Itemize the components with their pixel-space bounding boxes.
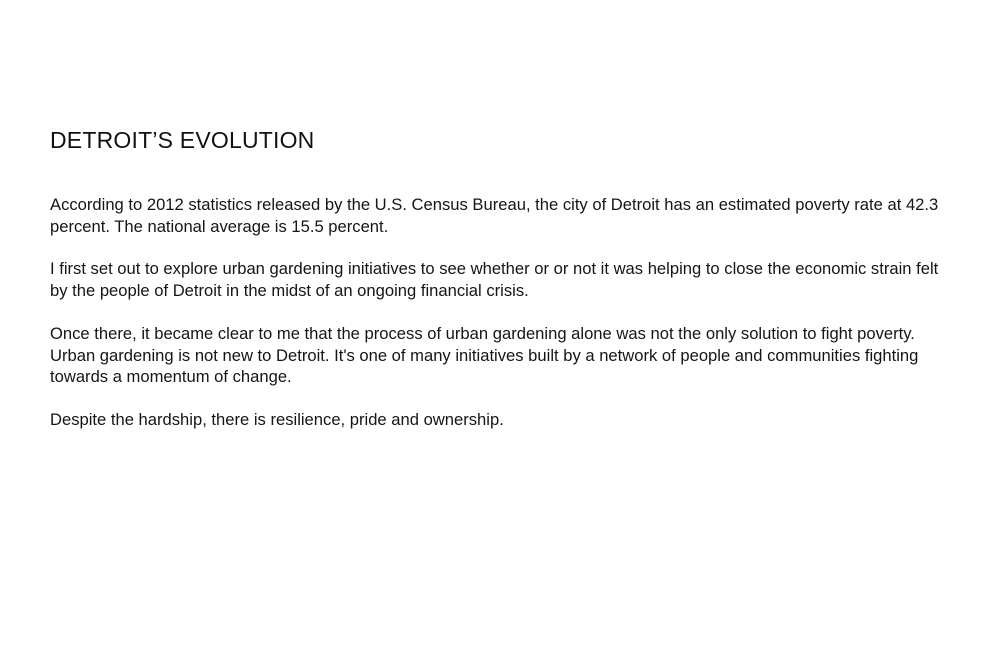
paragraph-resilience: Despite the hardship, there is resilience, pride and ownership. [50, 409, 504, 429]
page-title: DETROIT’S EVOLUTION [50, 127, 315, 153]
paragraph-network-of-change: Once there, it became clear to me that the process of urban gardening alone was not the only solution to fight poverty. Urban gardening is not new to Detroit. It's one of many initiatives built by a network of people and communities fighting towards a momentum of change. [50, 323, 919, 387]
paragraph-urban-gardening-intro: I first set out to explore urban gardening initiatives to see whether or or not it was helping to close the economic strain felt by the people of Detroit in the midst of an ongoing financial crisis. [50, 259, 939, 301]
article-body [50, 194, 940, 431]
paragraph-poverty-statistics: According to 2012 statistics released by the U.S. Census Bureau, the city of Detroit has an estimated poverty rate at 42.3 percent. The national average is 15.5 percent. [50, 195, 939, 236]
